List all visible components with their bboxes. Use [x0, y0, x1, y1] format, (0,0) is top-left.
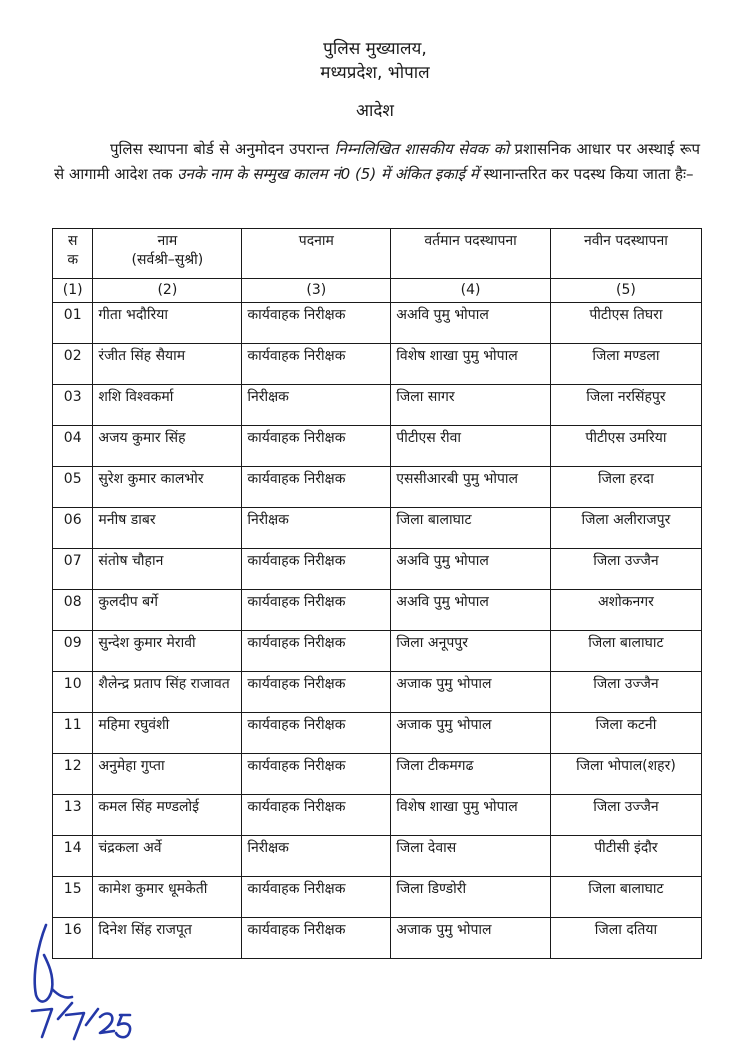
- cell-designation: कार्यवाहक निरीक्षक: [242, 795, 391, 836]
- cell-name: सुरेश कुमार कालभोर: [93, 467, 242, 508]
- table-row: [53, 795, 702, 836]
- cell-designation: कार्यवाहक निरीक्षक: [242, 344, 391, 385]
- cell-name: अनुमेहा गुप्ता: [93, 754, 242, 795]
- header-line-1: पुलिस मुख्यालय,: [323, 39, 427, 59]
- cell-designation: कार्यवाहक निरीक्षक: [242, 303, 391, 344]
- cell-current-posting: जिला अनूपपुर: [391, 631, 551, 672]
- table-row: [53, 590, 702, 631]
- order-paragraph: [54, 137, 700, 187]
- cell-designation: कार्यवाहक निरीक्षक: [242, 590, 391, 631]
- cell-new-posting: जिला हरदा: [550, 467, 701, 508]
- cell-designation: निरीक्षक: [242, 508, 391, 549]
- column-number: (5): [550, 279, 701, 303]
- table-row: [53, 385, 702, 426]
- table-row: [53, 426, 702, 467]
- cell-current-posting: अजाक पुमु भोपाल: [391, 918, 551, 959]
- cell-designation: कार्यवाहक निरीक्षक: [242, 918, 391, 959]
- cell-name: सुन्देश कुमार मेरावी: [93, 631, 242, 672]
- table-row: [53, 836, 702, 877]
- cell-sno: 03: [53, 385, 93, 426]
- cell-new-posting: जिला नरसिंहपुर: [550, 385, 701, 426]
- cell-current-posting: अजाक पुमु भोपाल: [391, 672, 551, 713]
- order-title: आदेश: [356, 101, 394, 121]
- cell-new-posting: जिला अलीराजपुर: [550, 508, 701, 549]
- table-row: [53, 549, 702, 590]
- cell-designation: कार्यवाहक निरीक्षक: [242, 549, 391, 590]
- table-header-row: [53, 229, 702, 279]
- header-sno: स क: [53, 229, 93, 279]
- table-row: [53, 467, 702, 508]
- cell-sno: 10: [53, 672, 93, 713]
- cell-name: शैलेन्द्र प्रताप सिंह राजावत: [93, 672, 242, 713]
- table-row: [53, 754, 702, 795]
- header-designation: पदनाम: [242, 229, 391, 279]
- cell-sno: 06: [53, 508, 93, 549]
- cell-new-posting: जिला बालाघाट: [550, 877, 701, 918]
- cell-current-posting: एससीआरबी पुमु भोपाल: [391, 467, 551, 508]
- table-row: [53, 713, 702, 754]
- cell-name: चंद्रकला अर्वे: [93, 836, 242, 877]
- cell-sno: 14: [53, 836, 93, 877]
- cell-sno: 07: [53, 549, 93, 590]
- cell-current-posting: जिला डिण्डोरी: [391, 877, 551, 918]
- cell-sno: 09: [53, 631, 93, 672]
- column-number: (1): [53, 279, 93, 303]
- column-number-row: [53, 279, 702, 303]
- cell-new-posting: पीटीएस उमरिया: [550, 426, 701, 467]
- cell-name: अजय कुमार सिंह: [93, 426, 242, 467]
- table-row: [53, 303, 702, 344]
- cell-designation: कार्यवाहक निरीक्षक: [242, 631, 391, 672]
- cell-sno: 16: [53, 918, 93, 959]
- header-line-2: मध्यप्रदेश, भोपाल: [320, 63, 430, 83]
- column-number: (2): [93, 279, 242, 303]
- cell-current-posting: अअवि पुमु भोपाल: [391, 590, 551, 631]
- cell-name: महिमा रघुवंशी: [93, 713, 242, 754]
- header-current-posting: वर्तमान पदस्थापना: [391, 229, 551, 279]
- cell-current-posting: जिला सागर: [391, 385, 551, 426]
- cell-current-posting: अअवि पुमु भोपाल: [391, 549, 551, 590]
- column-number: (4): [391, 279, 551, 303]
- cell-designation: कार्यवाहक निरीक्षक: [242, 754, 391, 795]
- cell-designation: कार्यवाहक निरीक्षक: [242, 467, 391, 508]
- table-row: [53, 344, 702, 385]
- cell-new-posting: जिला उज्जैन: [550, 672, 701, 713]
- cell-current-posting: अजाक पुमु भोपाल: [391, 713, 551, 754]
- cell-new-posting: पीटीएस तिघरा: [550, 303, 701, 344]
- cell-sno: 01: [53, 303, 93, 344]
- handwritten-signature: [18, 915, 168, 1045]
- cell-current-posting: जिला देवास: [391, 836, 551, 877]
- cell-new-posting: जिला मण्डला: [550, 344, 701, 385]
- cell-new-posting: जिला बालाघाट: [550, 631, 701, 672]
- para-part-4: उनके नाम के सम्मुख कालम नं0 (5) में अंकित इकाई में: [177, 165, 479, 183]
- cell-name: मनीष डाबर: [93, 508, 242, 549]
- cell-name: गीता भदौरिया: [93, 303, 242, 344]
- para-part-2: निम्नलिखित शासकीय सेवक को: [334, 140, 510, 158]
- cell-sno: 04: [53, 426, 93, 467]
- para-part-3: प्रशासनिक आधार पर अस्थाई रूप से आगामी आदेश तक: [54, 140, 701, 183]
- transfer-table: [52, 228, 702, 959]
- table-body: [53, 303, 702, 959]
- cell-designation: कार्यवाहक निरीक्षक: [242, 672, 391, 713]
- header-name: नाम (सर्वश्री–सुश्री): [93, 229, 242, 279]
- cell-name: रंजीत सिंह सैयाम: [93, 344, 242, 385]
- table-row: [53, 631, 702, 672]
- cell-sno: 08: [53, 590, 93, 631]
- para-part-5: स्थानान्तरित कर पदस्थ किया जाता हैः–: [478, 165, 694, 183]
- cell-designation: कार्यवाहक निरीक्षक: [242, 877, 391, 918]
- cell-designation: कार्यवाहक निरीक्षक: [242, 713, 391, 754]
- cell-name: शशि विश्वकर्मा: [93, 385, 242, 426]
- cell-current-posting: पीटीएस रीवा: [391, 426, 551, 467]
- cell-sno: 11: [53, 713, 93, 754]
- para-part-1: पुलिस स्थापना बोर्ड से अनुमोदन उपरान्त: [110, 140, 335, 158]
- cell-name: कुलदीप बर्गे: [93, 590, 242, 631]
- cell-current-posting: जिला टीकमगढ: [391, 754, 551, 795]
- cell-name: कमल सिंह मण्डलोई: [93, 795, 242, 836]
- column-number: (3): [242, 279, 391, 303]
- cell-sno: 12: [53, 754, 93, 795]
- cell-sno: 15: [53, 877, 93, 918]
- cell-new-posting: अशोकनगर: [550, 590, 701, 631]
- table-row: [53, 672, 702, 713]
- cell-new-posting: जिला उज्जैन: [550, 549, 701, 590]
- cell-name: दिनेश सिंह राजपूत: [93, 918, 242, 959]
- cell-current-posting: विशेष शाखा पुमु भोपाल: [391, 344, 551, 385]
- cell-designation: निरीक्षक: [242, 836, 391, 877]
- cell-new-posting: जिला भोपाल(शहर): [550, 754, 701, 795]
- cell-designation: कार्यवाहक निरीक्षक: [242, 426, 391, 467]
- cell-sno: 13: [53, 795, 93, 836]
- table-row: [53, 508, 702, 549]
- cell-current-posting: विशेष शाखा पुमु भोपाल: [391, 795, 551, 836]
- cell-new-posting: जिला कटनी: [550, 713, 701, 754]
- cell-new-posting: जिला दतिया: [550, 918, 701, 959]
- cell-sno: 05: [53, 467, 93, 508]
- cell-name: संतोष चौहान: [93, 549, 242, 590]
- cell-name: कामेश कुमार धूमकेती: [93, 877, 242, 918]
- cell-new-posting: जिला उज्जैन: [550, 795, 701, 836]
- table-row: [53, 877, 702, 918]
- cell-designation: निरीक्षक: [242, 385, 391, 426]
- header-new-posting: नवीन पदस्थापना: [550, 229, 701, 279]
- cell-current-posting: जिला बालाघाट: [391, 508, 551, 549]
- cell-current-posting: अअवि पुमु भोपाल: [391, 303, 551, 344]
- cell-new-posting: पीटीसी इंदौर: [550, 836, 701, 877]
- cell-sno: 02: [53, 344, 93, 385]
